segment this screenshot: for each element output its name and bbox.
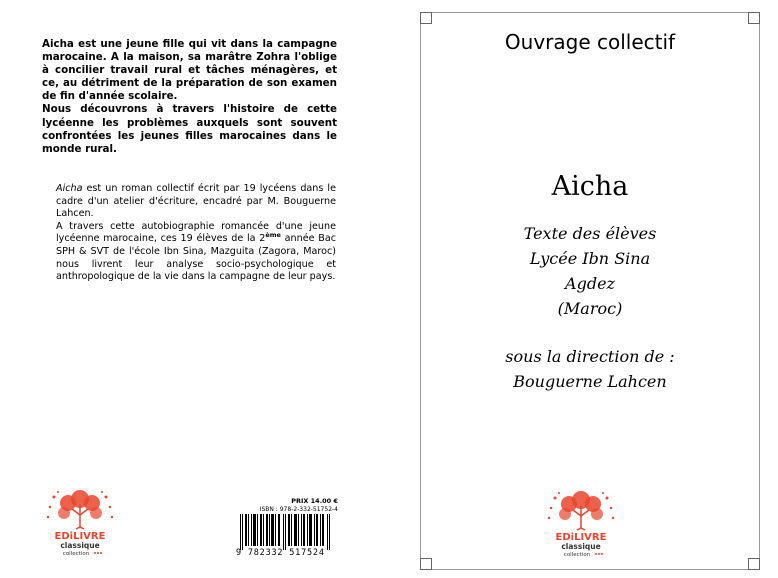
summary-paragraph-1: Aicha est une jeune fille qui vit dans la campagne marocaine. A la maison, sa marâtre Zohra l'oblige à concilier travail rural et tâches ménagères, et ce, au détriment de la préparation de son examen de fin d'année scolaire. bbox=[42, 38, 337, 103]
price-label: PRIX 14.00 € bbox=[291, 497, 338, 505]
front-cover bbox=[420, 12, 760, 570]
barcode-icon bbox=[236, 514, 338, 550]
desc-superscript: ème bbox=[265, 231, 281, 240]
desc-text-2a: A travers cette autobiographie romancée d'une jeune lycéenne marocaine, ces 19 élèves de la 2 bbox=[56, 220, 336, 245]
logo-brand-text: EDiLIVRE bbox=[54, 531, 106, 542]
logo-line2-text: classique bbox=[60, 541, 100, 550]
corner-ornament-icon bbox=[420, 12, 432, 24]
isbn-label: ISBN : 978-2-332-51752-4 bbox=[259, 506, 338, 513]
authors-line: Agdez bbox=[565, 274, 615, 293]
barcode-digits: 9 782332 517524 bbox=[236, 548, 325, 558]
desc-paragraph-2 bbox=[56, 221, 336, 284]
back-summary bbox=[42, 38, 337, 156]
barcode-block bbox=[236, 497, 338, 559]
desc-paragraph-1 bbox=[56, 183, 336, 221]
authors-line: (Maroc) bbox=[557, 299, 623, 318]
collectif-label: Ouvrage collectif bbox=[504, 30, 676, 54]
logo-line3-text: collection bbox=[563, 552, 591, 558]
desc-text-1: est un roman collectif écrit par 19 lycéens dans le cadre d'un atelier d'écriture, encadré par M. Bouguerne Lahcen. bbox=[56, 183, 336, 220]
authors-line: Texte des élèves bbox=[523, 224, 657, 243]
edilivre-logo-back bbox=[36, 489, 124, 557]
corner-ornament-icon bbox=[748, 558, 760, 570]
desc-text-2b: année Bac SPH & SVT de l'école Ibn Sina, Mazguita (Zagora, Maroc) nous livrent leur analyse socio-psychologique et anthropologique de la vie dans la campagne de leur pays. bbox=[56, 233, 336, 283]
corner-ornament-icon bbox=[748, 12, 760, 24]
authors-line: Lycée Ibn Sina bbox=[529, 249, 651, 268]
logo-line3-text: collection bbox=[62, 551, 90, 557]
book-title: Aicha bbox=[551, 171, 629, 202]
director-name: Bouguerne Lahcen bbox=[513, 372, 667, 391]
authors-block bbox=[421, 221, 759, 321]
tree-logo-icon bbox=[36, 489, 124, 557]
edilivre-logo-front bbox=[537, 490, 625, 558]
direction-block bbox=[421, 344, 759, 394]
logo-brand-text: EDiLIVRE bbox=[555, 532, 607, 543]
summary-paragraph-2: Nous découvrons à travers l'histoire de cette lycéenne les problèmes auxquels sont souvent confrontées les jeunes filles marocaines dans le monde rural. bbox=[42, 103, 337, 155]
desc-book-title: Aicha bbox=[56, 183, 83, 194]
corner-ornament-icon bbox=[420, 558, 432, 570]
tree-logo-icon bbox=[537, 490, 625, 558]
direction-line: sous la direction de : bbox=[505, 347, 675, 366]
back-description bbox=[56, 183, 336, 284]
logo-line2-text: classique bbox=[561, 542, 601, 551]
